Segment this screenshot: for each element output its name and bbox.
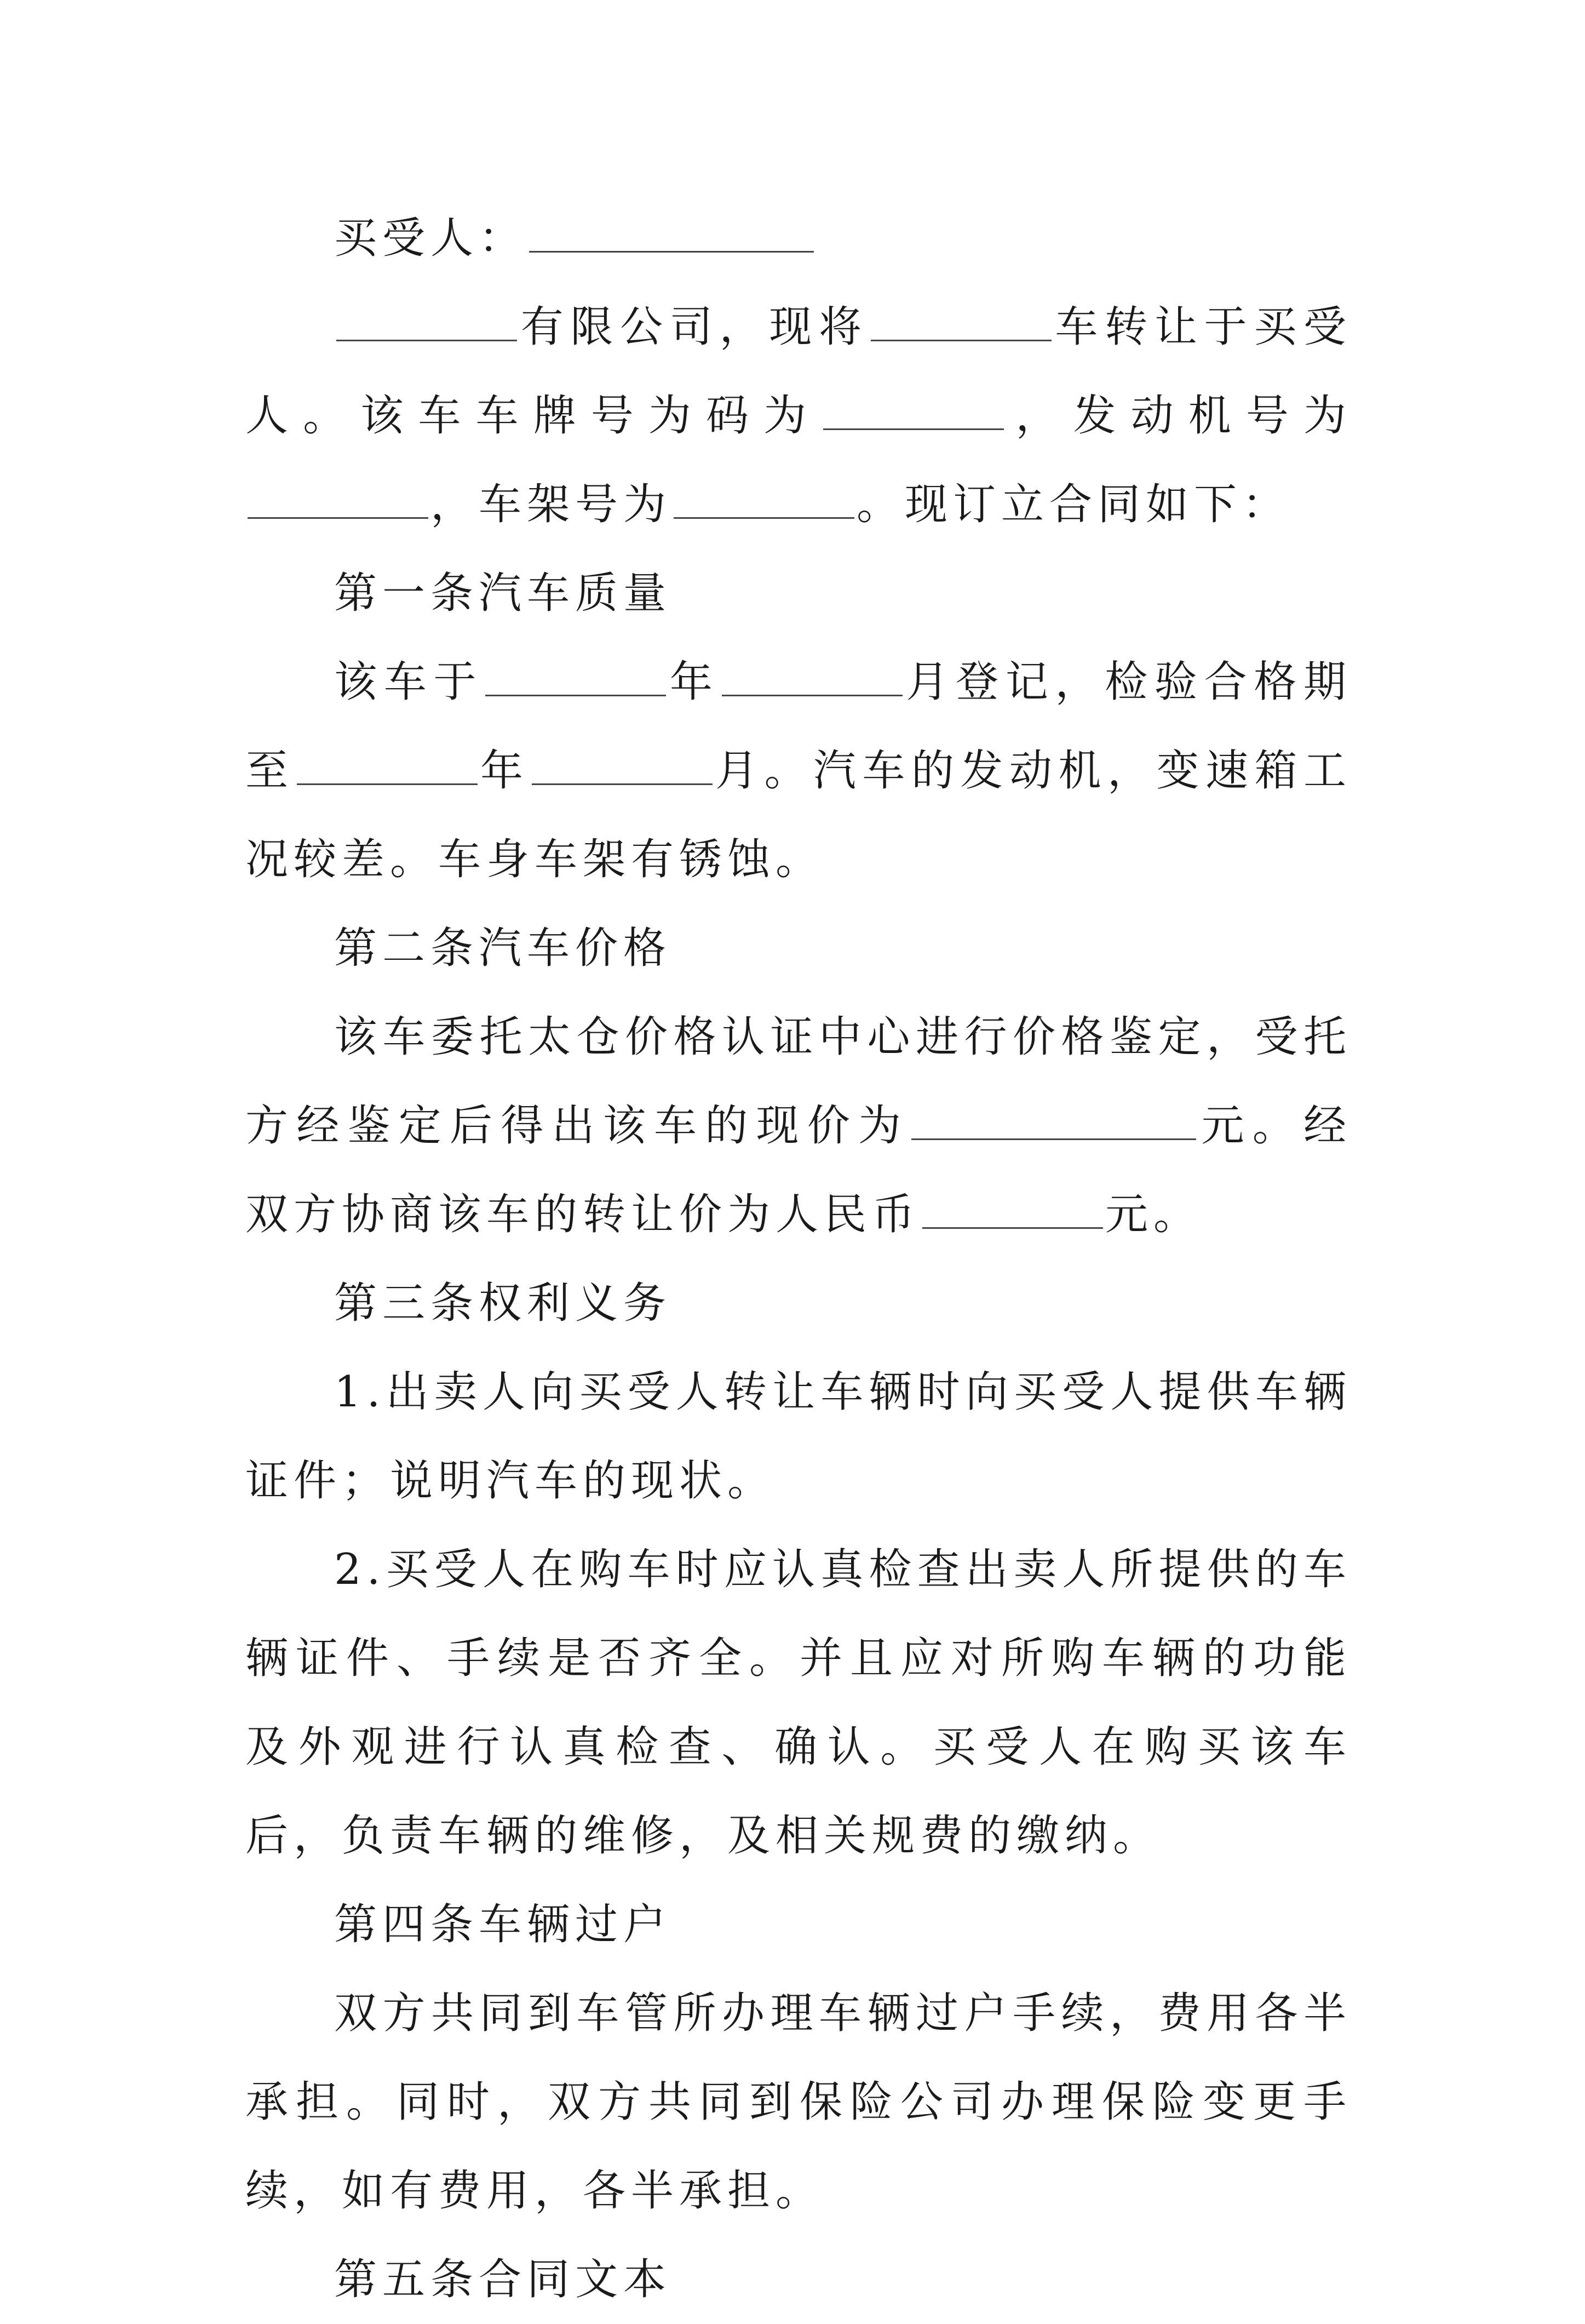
article-3-title: 第三条权利义务 — [334, 1279, 672, 1328]
company-blank — [336, 307, 517, 341]
intro-paragraph — [245, 283, 1352, 549]
art1-text-a: 该车于 — [334, 657, 484, 707]
intro-text-c: ，发动机号为 — [1006, 391, 1352, 440]
article-3-item-1: 1.出卖人向买受人转让车辆时向买受人提供车辆证件；说明汽车的现状。 — [245, 1367, 1352, 1506]
engine-blank — [248, 484, 428, 519]
article-4-title: 第四条车辆过户 — [334, 1900, 672, 1949]
intro-text-e: 。现订立合同如下： — [857, 480, 1291, 529]
article-5-title: 第五条合同文本 — [334, 2255, 672, 2304]
reg-year-blank — [485, 662, 666, 696]
buyer-line — [245, 194, 1352, 283]
art1-text-e: 月。汽车的发动机，变速箱工况较差。车身车架有锈蚀。 — [245, 746, 1352, 884]
buyer-blank — [529, 218, 814, 253]
article-2-title: 第二条汽车价格 — [334, 924, 672, 973]
buyer-label: 买受人： — [334, 214, 527, 263]
article-1-paragraph — [245, 638, 1352, 904]
art2-text-c: 元。 — [1105, 1190, 1202, 1239]
intro-text-a: 有限公司，现将 — [519, 302, 869, 352]
vehicle-blank — [871, 307, 1052, 341]
plate-blank — [823, 396, 1004, 430]
appraisal-price-blank — [911, 1106, 1196, 1140]
article-1-title: 第一条汽车质量 — [334, 569, 672, 618]
reg-month-blank — [722, 662, 903, 696]
frame-blank — [674, 484, 854, 519]
art2-text-b: 元。经双方协商该车的转让价为人民币 — [245, 1101, 1352, 1239]
article-3-item-2: 2.买受人在购车时应认真检查出卖人所提供的车辆证件、手续是否齐全。并且应对所购车辆的功能及外观进行认真检查、确认。买受人在购买该车后，负责车辆的维修，及相关规费的缴纳。 — [245, 1545, 1352, 1861]
valid-month-blank — [532, 751, 713, 785]
transfer-price-blank — [922, 1194, 1103, 1229]
art2-text-a: 该车委托太仓价格认证中心进行价格鉴定，受托方经鉴定后得出该车的现价为 — [245, 1012, 1352, 1150]
article-4-paragraph: 双方共同到车管所办理车辆过户手续，费用各半承担。同时，双方共同到保险公司办理保险变更手续，如有费用，各半承担。 — [245, 1989, 1352, 2216]
valid-year-blank — [297, 751, 478, 785]
intro-text-b: 车转让于买受人。该车车牌号为码为 — [245, 302, 1352, 440]
art1-text-b: 年 — [668, 657, 720, 707]
art1-text-d: 年 — [479, 746, 530, 795]
article-2-paragraph — [245, 993, 1352, 1259]
art1-text-c: 月登记，检验合格期至 — [245, 657, 1352, 795]
contract-body — [245, 194, 1352, 2324]
intro-text-d: ，车架号为 — [430, 480, 672, 529]
